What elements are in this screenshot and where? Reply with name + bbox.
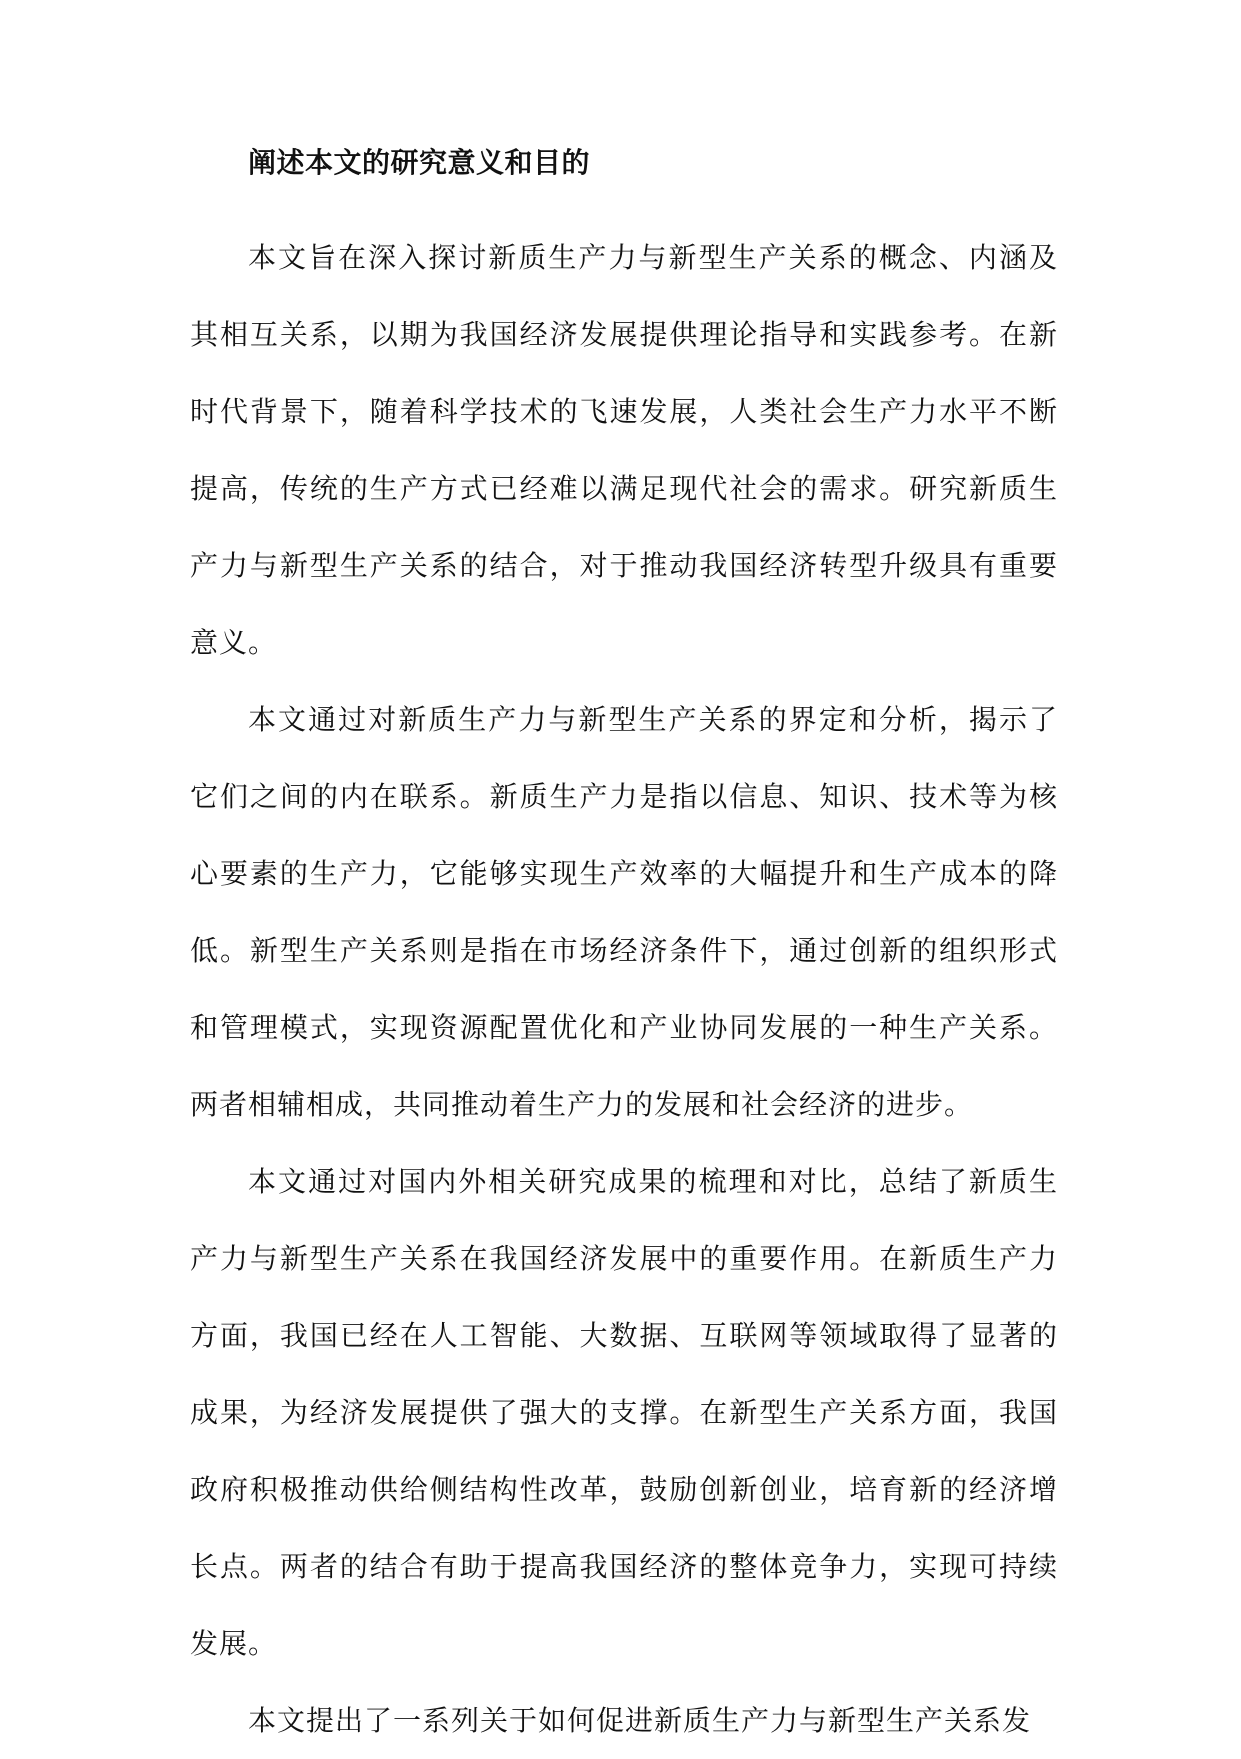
document-body	[190, 145, 1058, 1759]
paragraph-1: 本文旨在深入探讨新质生产力与新型生产关系的概念、内涵及其相互关系，以期为我国经济发展提供理论指导和实践参考。在新时代背景下，随着科学技术的飞速发展，人类社会生产力水平不断提高，传统的生产方式已经难以满足现代社会的需求。研究新质生产力与新型生产关系的结合，对于推动我国经济转型升级具有重要意义。	[190, 241, 1058, 659]
paragraph-2: 本文通过对新质生产力与新型生产关系的界定和分析，揭示了它们之间的内在联系。新质生产力是指以信息、知识、技术等为核心要素的生产力，它能够实现生产效率的大幅提升和生产成本的降低。新型生产关系则是指在市场经济条件下，通过创新的组织形式和管理模式，实现资源配置优化和产业协同发展的一种生产关系。两者相辅相成，共同推动着生产力的发展和社会经济的进步。	[190, 703, 1058, 1121]
paragraph-3: 本文通过对国内外相关研究成果的梳理和对比，总结了新质生产力与新型生产关系在我国经济发展中的重要作用。在新质生产力方面，我国已经在人工智能、大数据、互联网等领域取得了显著的成果，为经济发展提供了强大的支撑。在新型生产关系方面，我国政府积极推动供给侧结构性改革，鼓励创新创业，培育新的经济增长点。两者的结合有助于提高我国经济的整体竞争力，实现可持续发展。	[190, 1165, 1058, 1660]
paragraph-4: 本文提出了一系列关于如何促进新质生产力与新型生产关系发	[248, 1704, 1032, 1737]
section-heading: 阐述本文的研究意义和目的	[248, 146, 591, 179]
